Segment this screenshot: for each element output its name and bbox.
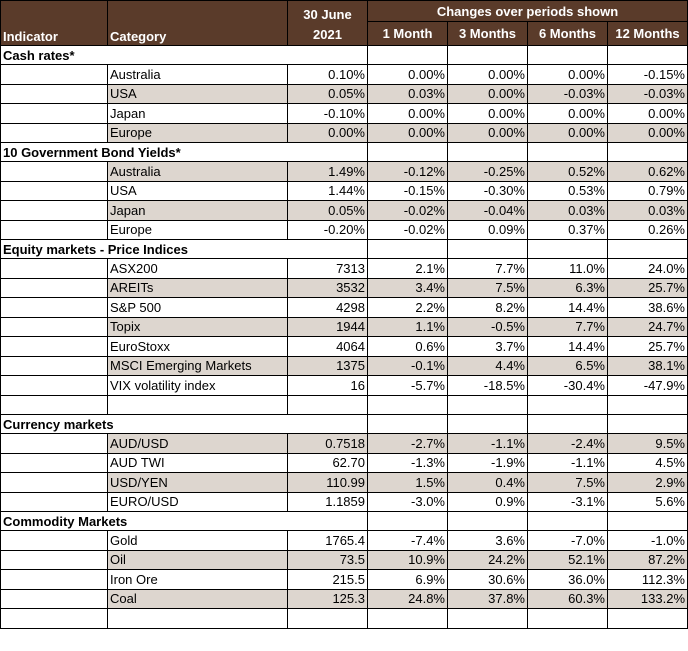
table-row (1, 337, 688, 357)
change-6m-cell: 6.3% (528, 278, 608, 298)
section-blank-cell (368, 143, 448, 162)
category-cell: Japan (108, 201, 288, 221)
change-3m-cell: 7.5% (448, 278, 528, 298)
section-blank-cell (608, 46, 688, 65)
change-1m-cell: 3.4% (368, 278, 448, 298)
change-6m-cell: -30.4% (528, 376, 608, 396)
category-cell: EURO/USD (108, 492, 288, 512)
change-3m-cell: -1.1% (448, 434, 528, 454)
period-1m-header: 1 Month (368, 22, 448, 46)
change-6m-cell: 7.5% (528, 473, 608, 493)
change-3m-cell: 0.00% (448, 84, 528, 104)
indicator-cell (1, 162, 108, 182)
change-3m-cell: -0.30% (448, 181, 528, 201)
date-header (288, 1, 368, 46)
table-row (1, 550, 688, 570)
table-row (1, 531, 688, 551)
spacer-cell (448, 395, 528, 415)
change-12m-cell: 87.2% (608, 550, 688, 570)
value-cell: 1.1859 (288, 492, 368, 512)
change-6m-cell: 52.1% (528, 550, 608, 570)
change-3m-cell: 3.6% (448, 531, 528, 551)
change-6m-cell: 36.0% (528, 570, 608, 590)
change-6m-cell: 0.00% (528, 104, 608, 124)
section-blank-cell (368, 512, 448, 531)
change-6m-cell: 14.4% (528, 337, 608, 357)
table-row (1, 162, 688, 182)
category-cell: USA (108, 84, 288, 104)
section-blank-cell (448, 415, 528, 434)
table-row (1, 376, 688, 396)
table-row (1, 181, 688, 201)
change-12m-cell: 38.1% (608, 356, 688, 376)
change-6m-cell: 0.00% (528, 65, 608, 85)
change-3m-cell: 7.7% (448, 259, 528, 279)
change-1m-cell: 0.6% (368, 337, 448, 357)
value-cell: 0.00% (288, 123, 368, 143)
change-3m-cell: -18.5% (448, 376, 528, 396)
indicator-cell (1, 492, 108, 512)
change-6m-cell: 0.53% (528, 181, 608, 201)
category-cell: AUD/USD (108, 434, 288, 454)
spacer-cell (108, 395, 288, 415)
section-blank-cell (528, 415, 608, 434)
change-12m-cell: 0.26% (608, 220, 688, 240)
indicator-cell (1, 531, 108, 551)
section-blank-cell (608, 415, 688, 434)
indicator-cell (1, 65, 108, 85)
change-3m-cell: 0.09% (448, 220, 528, 240)
change-12m-cell: 0.03% (608, 201, 688, 221)
change-3m-cell: 0.00% (448, 65, 528, 85)
change-12m-cell: -47.9% (608, 376, 688, 396)
indicator-cell (1, 376, 108, 396)
table-body (1, 46, 688, 629)
change-3m-cell: 30.6% (448, 570, 528, 590)
indicator-cell (1, 220, 108, 240)
value-cell: 73.5 (288, 550, 368, 570)
change-3m-cell: 0.9% (448, 492, 528, 512)
section-blank-cell (608, 512, 688, 531)
change-6m-cell: 6.5% (528, 356, 608, 376)
section-blank-cell (528, 46, 608, 65)
section-title: Commodity Markets (1, 512, 288, 531)
change-1m-cell: 0.03% (368, 84, 448, 104)
change-12m-cell: 2.9% (608, 473, 688, 493)
change-12m-cell: 0.00% (608, 104, 688, 124)
table-row (1, 356, 688, 376)
indicator-cell (1, 434, 108, 454)
spacer-row (1, 609, 688, 629)
spacer-cell (528, 395, 608, 415)
change-1m-cell: 24.8% (368, 589, 448, 609)
change-1m-cell: -0.12% (368, 162, 448, 182)
section-blank-cell (448, 512, 528, 531)
value-cell: 1944 (288, 317, 368, 337)
change-12m-cell: 112.3% (608, 570, 688, 590)
value-cell: 4298 (288, 298, 368, 318)
section-blank-cell (528, 512, 608, 531)
period-12m-header: 12 Months (608, 22, 688, 46)
category-cell: AUD TWI (108, 453, 288, 473)
change-6m-cell: 60.3% (528, 589, 608, 609)
change-1m-cell: -3.0% (368, 492, 448, 512)
change-12m-cell: 9.5% (608, 434, 688, 454)
indicator-cell (1, 550, 108, 570)
section-blank-cell (288, 143, 368, 162)
change-12m-cell: 25.7% (608, 278, 688, 298)
value-cell: 125.3 (288, 589, 368, 609)
spacer-cell (288, 609, 368, 629)
table-row (1, 278, 688, 298)
spacer-cell (288, 395, 368, 415)
change-1m-cell: 1.5% (368, 473, 448, 493)
table-row (1, 84, 688, 104)
category-cell: USA (108, 181, 288, 201)
table-row (1, 259, 688, 279)
section-title: Currency markets (1, 415, 288, 434)
table-row (1, 201, 688, 221)
change-6m-cell: 0.03% (528, 201, 608, 221)
category-cell: Australia (108, 65, 288, 85)
change-1m-cell: 2.1% (368, 259, 448, 279)
change-6m-cell: 0.00% (528, 123, 608, 143)
change-3m-cell: 24.2% (448, 550, 528, 570)
section-header-row (1, 143, 688, 162)
table-row (1, 570, 688, 590)
date-header-line2: 2021 (313, 27, 342, 42)
change-6m-cell: -2.4% (528, 434, 608, 454)
value-cell: 4064 (288, 337, 368, 357)
change-12m-cell: -0.03% (608, 84, 688, 104)
value-cell: 215.5 (288, 570, 368, 590)
value-cell: 62.70 (288, 453, 368, 473)
table-row (1, 453, 688, 473)
category-cell: Europe (108, 123, 288, 143)
category-cell: USD/YEN (108, 473, 288, 493)
change-3m-cell: 0.00% (448, 123, 528, 143)
change-1m-cell: -0.1% (368, 356, 448, 376)
spacer-row (1, 395, 688, 415)
value-cell: 0.7518 (288, 434, 368, 454)
category-cell: EuroStoxx (108, 337, 288, 357)
change-6m-cell: 0.37% (528, 220, 608, 240)
change-12m-cell: -1.0% (608, 531, 688, 551)
period-6m-header: 6 Months (528, 22, 608, 46)
indicator-cell (1, 123, 108, 143)
table-row (1, 298, 688, 318)
spacer-cell (108, 609, 288, 629)
change-3m-cell: 0.4% (448, 473, 528, 493)
indicator-cell (1, 181, 108, 201)
value-cell: 0.10% (288, 65, 368, 85)
change-6m-cell: 7.7% (528, 317, 608, 337)
change-3m-cell: -0.25% (448, 162, 528, 182)
spacer-cell (1, 395, 108, 415)
indicator-cell (1, 298, 108, 318)
section-blank-cell (368, 415, 448, 434)
indicator-cell (1, 201, 108, 221)
change-1m-cell: 6.9% (368, 570, 448, 590)
section-title: Equity markets - Price Indices (1, 240, 288, 259)
table-row (1, 317, 688, 337)
change-1m-cell: 0.00% (368, 104, 448, 124)
period-3m-header: 3 Months (448, 22, 528, 46)
indicator-cell (1, 570, 108, 590)
change-1m-cell: -2.7% (368, 434, 448, 454)
category-cell: ASX200 (108, 259, 288, 279)
table-row (1, 473, 688, 493)
section-title: 10 Government Bond Yields* (1, 143, 288, 162)
change-1m-cell: -0.15% (368, 181, 448, 201)
table-row (1, 434, 688, 454)
spacer-cell (368, 609, 448, 629)
change-1m-cell: -1.3% (368, 453, 448, 473)
spacer-cell (368, 395, 448, 415)
section-blank-cell (288, 512, 368, 531)
indicator-cell (1, 589, 108, 609)
section-blank-cell (528, 240, 608, 259)
change-12m-cell: 0.00% (608, 123, 688, 143)
section-blank-cell (448, 143, 528, 162)
table-row (1, 220, 688, 240)
spacer-cell (608, 395, 688, 415)
indicator-header: Indicator (1, 1, 108, 46)
change-3m-cell: 0.00% (448, 104, 528, 124)
change-1m-cell: 1.1% (368, 317, 448, 337)
section-blank-cell (448, 240, 528, 259)
value-cell: -0.10% (288, 104, 368, 124)
indicator-cell (1, 356, 108, 376)
category-cell: Iron Ore (108, 570, 288, 590)
table-row (1, 104, 688, 124)
change-3m-cell: -0.5% (448, 317, 528, 337)
change-3m-cell: 8.2% (448, 298, 528, 318)
indicator-cell (1, 278, 108, 298)
section-blank-cell (368, 46, 448, 65)
category-cell: Gold (108, 531, 288, 551)
change-1m-cell: 2.2% (368, 298, 448, 318)
change-3m-cell: 4.4% (448, 356, 528, 376)
category-cell: Japan (108, 104, 288, 124)
section-header-row (1, 240, 688, 259)
section-blank-cell (528, 143, 608, 162)
indicator-cell (1, 317, 108, 337)
table-row (1, 492, 688, 512)
table-row (1, 65, 688, 85)
category-cell: AREITs (108, 278, 288, 298)
section-header-row (1, 46, 688, 65)
table-row (1, 589, 688, 609)
category-cell: Coal (108, 589, 288, 609)
value-cell: 110.99 (288, 473, 368, 493)
table-row (1, 123, 688, 143)
change-6m-cell: -3.1% (528, 492, 608, 512)
change-12m-cell: 25.7% (608, 337, 688, 357)
date-header-line1: 30 June (303, 7, 352, 22)
value-cell: 3532 (288, 278, 368, 298)
value-cell: 1.44% (288, 181, 368, 201)
change-1m-cell: -7.4% (368, 531, 448, 551)
change-1m-cell: -0.02% (368, 220, 448, 240)
change-12m-cell: -0.15% (608, 65, 688, 85)
indicator-cell (1, 473, 108, 493)
category-cell: Oil (108, 550, 288, 570)
change-12m-cell: 4.5% (608, 453, 688, 473)
indicator-cell (1, 84, 108, 104)
change-12m-cell: 0.79% (608, 181, 688, 201)
change-12m-cell: 24.7% (608, 317, 688, 337)
change-1m-cell: 0.00% (368, 123, 448, 143)
spacer-cell (448, 609, 528, 629)
spacer-cell (608, 609, 688, 629)
section-blank-cell (288, 240, 368, 259)
change-6m-cell: 11.0% (528, 259, 608, 279)
change-12m-cell: 0.62% (608, 162, 688, 182)
category-cell: S&P 500 (108, 298, 288, 318)
change-1m-cell: 10.9% (368, 550, 448, 570)
spacer-cell (1, 609, 108, 629)
section-blank-cell (608, 240, 688, 259)
change-3m-cell: -1.9% (448, 453, 528, 473)
section-blank-cell (288, 46, 368, 65)
category-cell: MSCI Emerging Markets (108, 356, 288, 376)
change-12m-cell: 38.6% (608, 298, 688, 318)
section-header-row (1, 512, 688, 531)
indicator-cell (1, 259, 108, 279)
change-3m-cell: 3.7% (448, 337, 528, 357)
category-cell: Australia (108, 162, 288, 182)
change-6m-cell: 0.52% (528, 162, 608, 182)
category-cell: VIX volatility index (108, 376, 288, 396)
section-blank-cell (368, 240, 448, 259)
change-12m-cell: 24.0% (608, 259, 688, 279)
category-cell: Europe (108, 220, 288, 240)
value-cell: -0.20% (288, 220, 368, 240)
change-1m-cell: -0.02% (368, 201, 448, 221)
category-header: Category (108, 1, 288, 46)
change-12m-cell: 5.6% (608, 492, 688, 512)
value-cell: 7313 (288, 259, 368, 279)
value-cell: 1765.4 (288, 531, 368, 551)
change-12m-cell: 133.2% (608, 589, 688, 609)
value-cell: 16 (288, 376, 368, 396)
section-blank-cell (608, 143, 688, 162)
category-cell: Topix (108, 317, 288, 337)
section-blank-cell (448, 46, 528, 65)
change-1m-cell: 0.00% (368, 65, 448, 85)
value-cell: 0.05% (288, 84, 368, 104)
change-6m-cell: -0.03% (528, 84, 608, 104)
indicator-cell (1, 337, 108, 357)
change-1m-cell: -5.7% (368, 376, 448, 396)
change-3m-cell: -0.04% (448, 201, 528, 221)
value-cell: 1375 (288, 356, 368, 376)
section-title: Cash rates* (1, 46, 288, 65)
change-6m-cell: 14.4% (528, 298, 608, 318)
change-6m-cell: -7.0% (528, 531, 608, 551)
indicator-cell (1, 453, 108, 473)
section-blank-cell (288, 415, 368, 434)
value-cell: 0.05% (288, 201, 368, 221)
changes-header: Changes over periods shown (368, 1, 688, 22)
change-6m-cell: -1.1% (528, 453, 608, 473)
spacer-cell (528, 609, 608, 629)
change-3m-cell: 37.8% (448, 589, 528, 609)
indicator-cell (1, 104, 108, 124)
section-header-row (1, 415, 688, 434)
value-cell: 1.49% (288, 162, 368, 182)
